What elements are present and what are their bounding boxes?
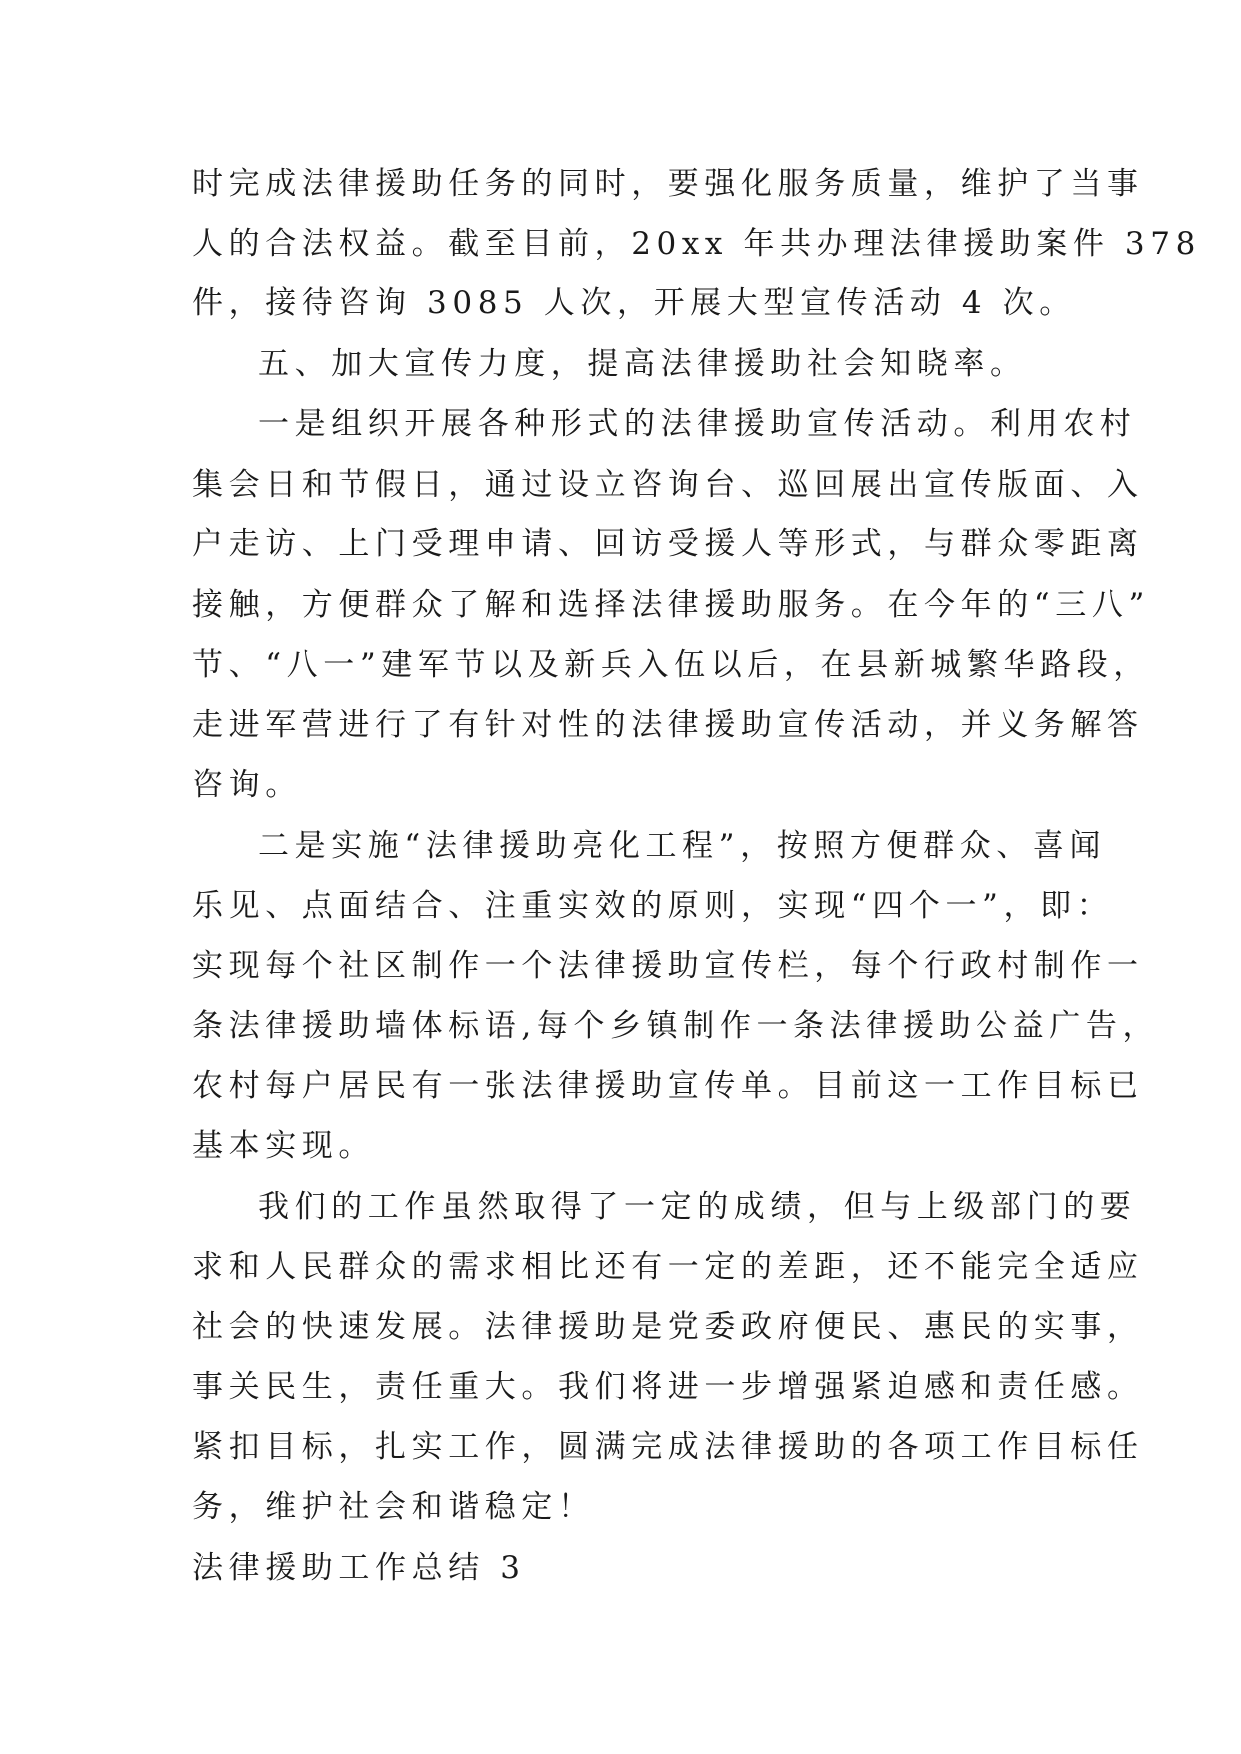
section-title: 法律援助工作总结 3 (192, 1550, 526, 1586)
text-line: 一是组织开展各种形式的法律援助宣传活动。利用农村 (258, 406, 1137, 442)
text-line: 事关民生，责任重大。我们将进一步增强紧迫感和责任感。 (192, 1369, 1144, 1405)
text-line: 二是实施“法律援助亮化工程”，按照方便群众、喜闻 (258, 828, 1107, 864)
text-line: 求和人民群众的需求相比还有一定的差距，还不能完全适应 (192, 1249, 1144, 1285)
text-line: 节、“八一”建军节以及新兵入伍以后，在县新城繁华路段， (192, 647, 1150, 683)
text-line: 紧扣目标，扎实工作，圆满完成法律援助的各项工作目标任 (192, 1429, 1144, 1465)
text-line: 咨询。 (192, 767, 302, 803)
text-line: 农村每户居民有一张法律援助宣传单。目前这一工作目标已 (192, 1068, 1144, 1104)
text-line: 走进军营进行了有针对性的法律援助宣传活动，并义务解答 (192, 707, 1144, 743)
text-line: 我们的工作虽然取得了一定的成绩，但与上级部门的要 (258, 1189, 1137, 1225)
text-line: 条法律援助墙体标语,每个乡镇制作一条法律援助公益广告， (192, 1008, 1160, 1044)
text-line: 基本实现。 (192, 1128, 375, 1164)
text-line: 社会的快速发展。法律援助是党委政府便民、惠民的实事， (192, 1309, 1144, 1345)
text-line: 乐见、点面结合、注重实效的原则，实现“四个一”，即： (192, 888, 1114, 924)
text-line: 接触，方便群众了解和选择法律援助服务。在今年的“三八” (192, 587, 1150, 623)
text-line: 件，接待咨询 3085 人次，开展大型宣传活动 4 次。 (192, 285, 1076, 321)
section-heading: 五、加大宣传力度，提高法律援助社会知晓率。 (258, 346, 1027, 382)
text-line: 户走访、上门受理申请、回访受援人等形式，与群众零距离 (192, 526, 1144, 562)
text-line: 实现每个社区制作一个法律援助宣传栏，每个行政村制作一 (192, 948, 1144, 984)
text-line: 务，维护社会和谐稳定！ (192, 1489, 595, 1525)
text-line: 集会日和节假日，通过设立咨询台、巡回展出宣传版面、入 (192, 467, 1144, 503)
text-line: 人的合法权益。截至目前，20xx 年共办理法律援助案件 378 (192, 226, 1201, 262)
text-line: 时完成法律援助任务的同时，要强化服务质量，维护了当事 (192, 166, 1144, 202)
